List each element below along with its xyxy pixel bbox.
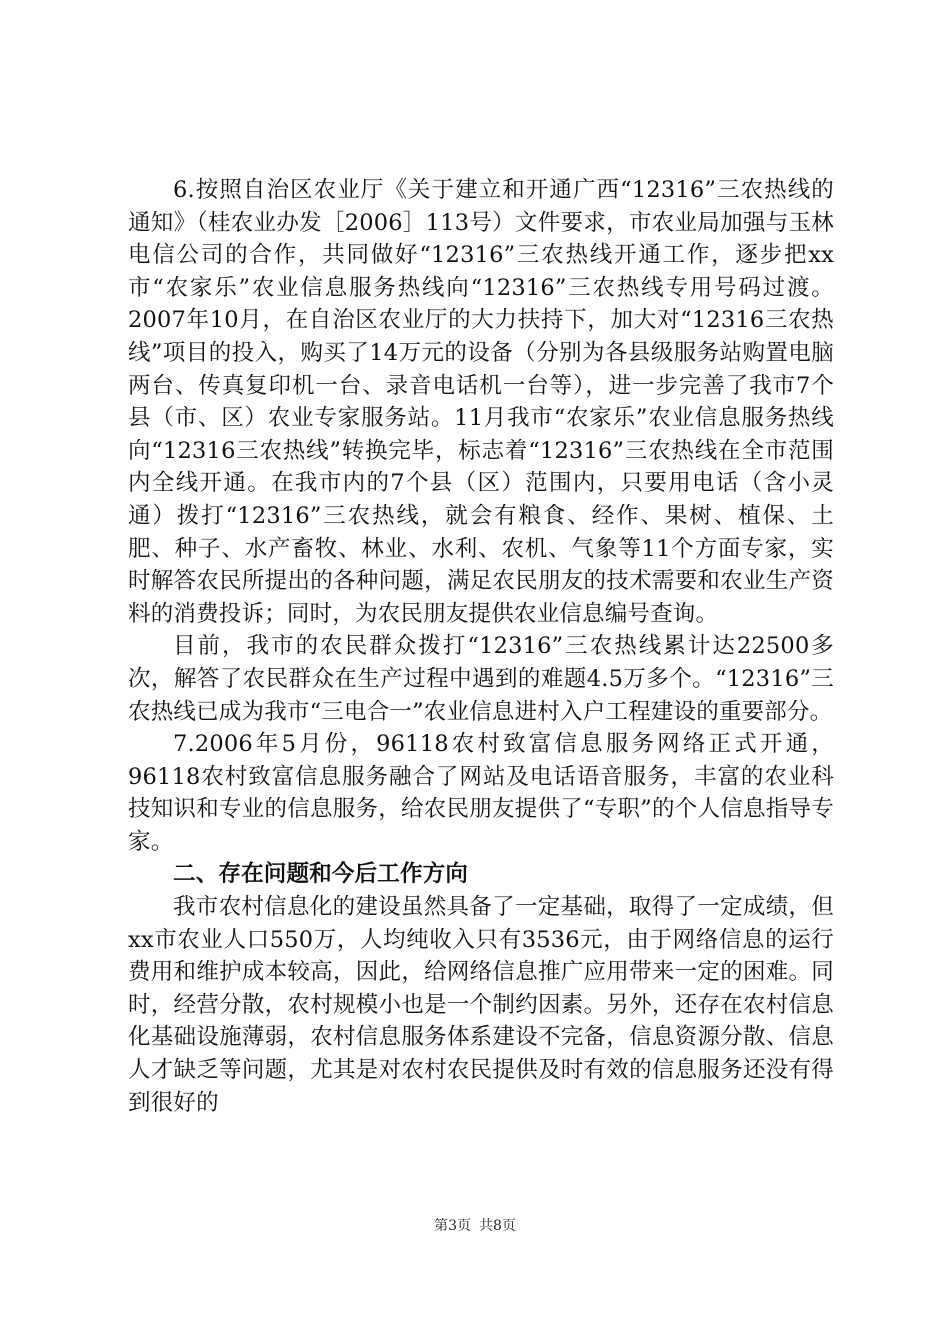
section-heading: 二、存在问题和今后工作方向 <box>173 861 469 888</box>
page-number: 第3页 <box>434 1218 471 1234</box>
paragraph-96118-network: 7.2006年5月份，96118农村致富信息服务网络正式开通，96118农村致富信息服务融合了网站及电话语音服务，丰富的农业科技知识和专业的信息服务，给农民朋友提供了“专职”的个人信息指导专家。 <box>128 731 834 855</box>
paragraph-call-statistics: 目前，我市的农民群众拨打“12316”三农热线累计达22500多次，解答了农民群众在生产过程中遇到的难题4.5万多个。“12316”三农热线已成为我市“三电合一”农业信息进村入户工程建设的重要部分。 <box>128 633 834 725</box>
paragraph-problems: 我市农村信息化的建设虽然具备了一定基础，取得了一定成绩，但xx市农业人口550万，人均纯收入只有3536元，由于网络信息的运行费用和维护成本较高，因此，给网络信息推广应用带来一定的困难。同时，经营分散，农村规模小也是一个制约因素。另外，还存在农村信息化基础设施薄弱，农村信息服务体系建设不完备，信息资源分散、信息人才缺乏等问题，尤其是对农村农民提供及时有效的信息服务还没有得到很好的 <box>128 894 834 1116</box>
paragraph-hotline-12316: 6.按照自治区农业厅《关于建立和开通广西“12316”三农热线的通知》（桂农业办发［2006］113号）文件要求，市农业局加强与玉林电信公司的合作，共同做好“12316”三农热线开通工作，逐步把xx市“农家乐”农业信息服务热线向“12316”三农热线专用号码过渡。2007年10月，在自治区农业厅的大力扶持下，加大对“12316三农热线”项目的投入，购买了14万元的设备（分别为各县级服务站购置电脑两台、传真复印机一台、录音电话机一台等），进一步完善了我市7个县（市、区）农业专家服务站。11月我市“农家乐”农业信息服务热线向“12316三农热线”转换完毕，标志着“12316”三农热线在全市范围内全线开通。在我市内的7个县（区）范围内，只要用电话（含小灵通）拨打“12316”三农热线，就会有粮食、经作、果树、植保、土肥、种子、水产畜牧、林业、水利、农机、气象等11个方面专家，实时解答农民所提出的各种问题，满足农民朋友的技术需要和农业生产资料的消费投诉；同时，为农民朋友提供农业信息编号查询。 <box>128 177 834 627</box>
page-footer <box>0 1215 950 1235</box>
document-body <box>128 174 834 1119</box>
page-total: 共8页 <box>479 1218 516 1234</box>
